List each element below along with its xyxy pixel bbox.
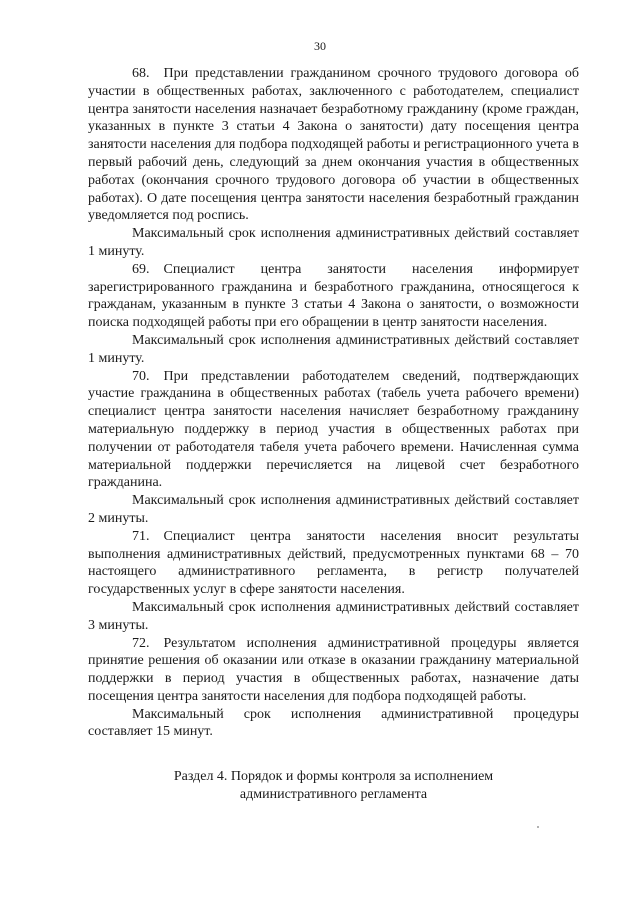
paragraph-70-time-limit: Максимальный срок исполнения административных действий составляет 2 минуты. [88, 493, 579, 526]
document-body [88, 65, 579, 804]
paragraph-72-time-limit: Максимальный срок исполнения административной процедуры составляет 15 минут. [88, 706, 579, 740]
section-heading-line-2: административного регламента [239, 787, 428, 803]
paragraph-71: 71. Специалист центра занятости населения вносит результаты выполнения административных действий, предусмотренных пунктами 68 – 70 настоящего административного регламента, в регистр получателей государственных услуг в сфере занятости населения. [88, 528, 579, 598]
paragraph-70: 70. При представлении работодателем сведений, подтверждающих участие гражданина в общественных работах (табель учета рабочего времени) специалист центра занятости населения начисляет безработному гражданину материальную поддержку в период участия в общественных работах при получении от работодателя табеля учета рабочего времени. Начисленная сумма материальной поддержки перечисляется на лицевой счет безработного гражданина. [88, 368, 579, 491]
paragraph-71-time-limit: Максимальный срок исполнения административных действий составляет 3 минуты. [88, 599, 579, 633]
page-number: 30 [314, 39, 326, 53]
scan-speck [537, 826, 539, 828]
paragraph-72: 72. Результатом исполнения административной процедуры является принятие решения об оказании или отказе в оказании гражданину материальной поддержки в период участия в общественных работах, назначение даты посещения центра занятости населения для подбора подходящей работы. [88, 635, 579, 704]
paragraph-69: 69. Специалист центра занятости населения информирует зарегистрированного гражданина и безработного гражданина, относящегося к гражданам, указанным в пункте 3 статьи 4 Закона о занятости, о возможности поиска подходящей работы при его обращении в центр занятости населения. [88, 261, 579, 331]
paragraph-68: 68. При представлении гражданином срочного трудового договора об участии в общественных работах, заключенного с работодателем, специалист центра занятости населения назначает безработному гражданину (кроме граждан, указанных в пункте 3 статьи 4 Закона о занятости) дату посещения центра занятости населения для подбора подходящей работы и регистрационного учета в первый рабочий день, следующий за днем окончания участия в общественных работах (окончания срочного трудового договора об участии в общественных работах). О дате посещения центра занятости населения безработный гражданин уведомляется под роспись. [88, 66, 579, 224]
section-heading [88, 768, 579, 804]
section-heading-line-1: Раздел 4. Порядок и формы контроля за исполнением [173, 769, 494, 785]
paragraph-69-time-limit: Максимальный срок исполнения административных действий составляет 1 минуту. [88, 332, 579, 366]
paragraph-68-time-limit: Максимальный срок исполнения административных действий составляет 1 минуту. [88, 226, 579, 259]
